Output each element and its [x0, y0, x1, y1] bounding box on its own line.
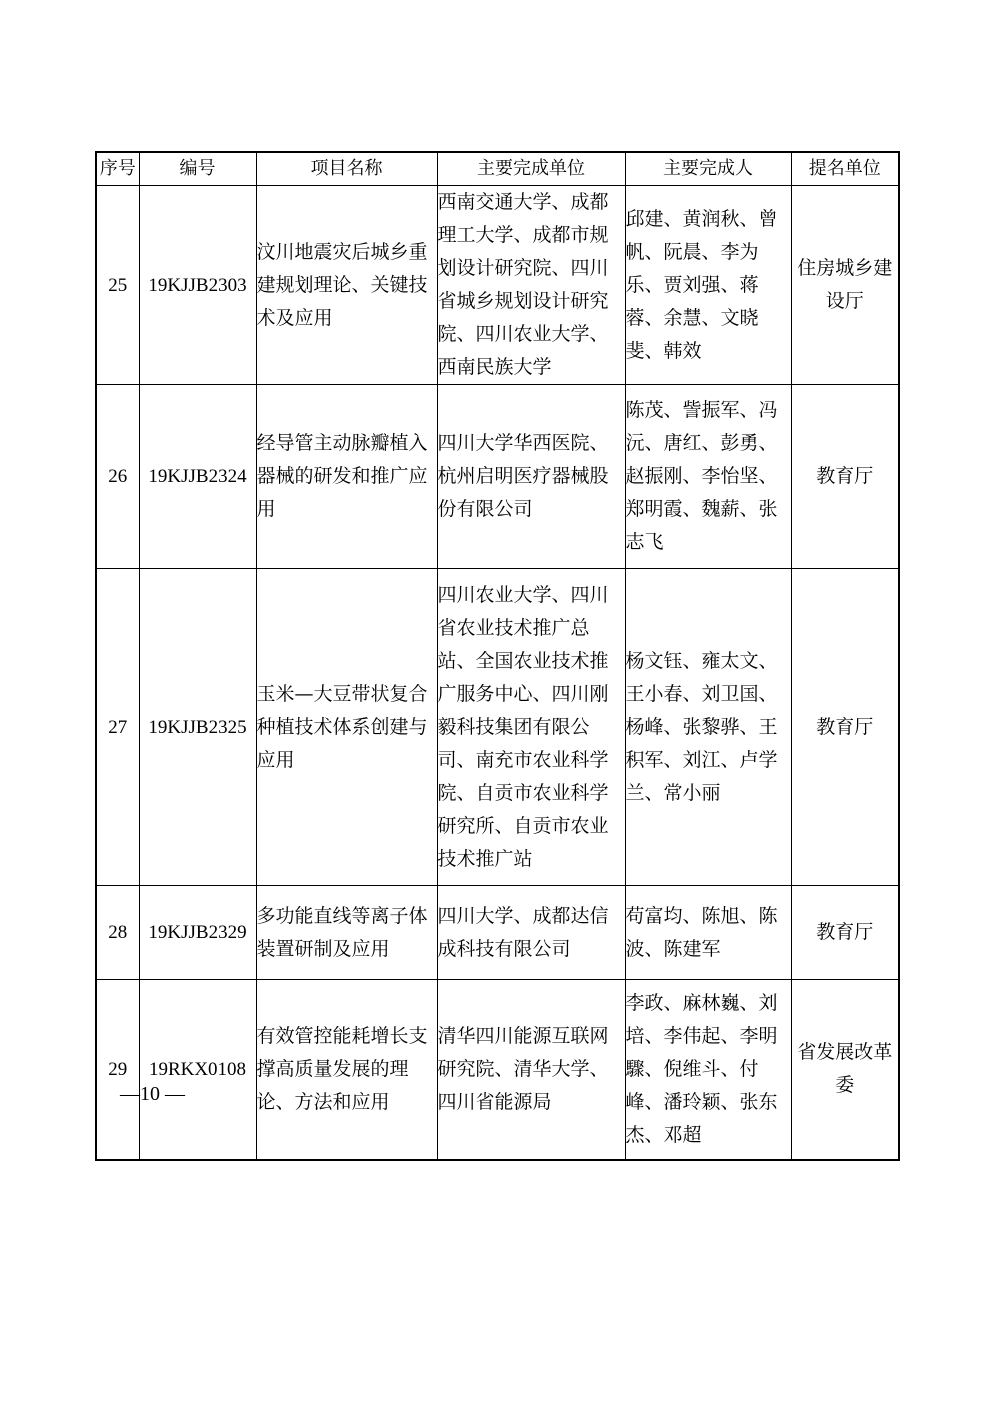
- row-main-people: 邱建、黄润秋、曾帆、阮晨、李为乐、贾刘强、蒋蓉、余慧、文晓斐、韩效: [625, 186, 791, 385]
- row-serial: 27: [96, 569, 139, 886]
- row-main-people: 李政、麻林巍、刘培、李伟起、李明驟、倪维斗、付峰、潘玲颖、张东杰、邓超: [625, 980, 791, 1160]
- row-main-people: 陈茂、訾振军、冯沅、唐红、彭勇、赵振刚、李怡坚、郑明霞、魏薪、张志飞: [625, 385, 791, 569]
- row-nominator: 住房城乡建设厅: [791, 186, 899, 385]
- table-row: [96, 980, 899, 1160]
- row-code: 19RKX0108: [139, 980, 256, 1160]
- row-serial: 29: [96, 980, 139, 1160]
- row-serial: 28: [96, 886, 139, 980]
- row-project-name: 汶川地震灾后城乡重建规划理论、关键技术及应用: [256, 186, 437, 385]
- header-main-people: 主要完成人: [625, 152, 791, 186]
- row-main-people: 杨文钰、雍太文、王小春、刘卫国、杨峰、张黎骅、王积军、刘江、卢学兰、常小丽: [625, 569, 791, 886]
- row-serial: 25: [96, 186, 139, 385]
- row-project-name: 有效管控能耗增长支撑高质量发展的理论、方法和应用: [256, 980, 437, 1160]
- row-main-units: 西南交通大学、成都理工大学、成都市规划设计研究院、四川省城乡规划设计研究院、四川农业大学、西南民族大学: [437, 186, 625, 385]
- table-row: [96, 385, 899, 569]
- row-code: 19KJJB2303: [139, 186, 256, 385]
- awards-table: [95, 151, 900, 1161]
- row-main-units: 四川大学、成都达信成科技有限公司: [437, 886, 625, 980]
- row-code: 19KJJB2329: [139, 886, 256, 980]
- header-row: [96, 152, 899, 186]
- row-main-units: 四川大学华西医院、杭州启明医疗器械股份有限公司: [437, 385, 625, 569]
- row-serial: 26: [96, 385, 139, 569]
- row-nominator: 教育厅: [791, 385, 899, 569]
- row-nominator: 教育厅: [791, 886, 899, 980]
- header-code: 编号: [139, 152, 256, 186]
- row-code: 19KJJB2324: [139, 385, 256, 569]
- row-project-name: 玉米—大豆带状复合种植技术体系创建与应用: [256, 569, 437, 886]
- page-number: —10 —: [120, 1083, 185, 1105]
- row-nominator: 教育厅: [791, 569, 899, 886]
- row-main-units: 四川农业大学、四川省农业技术推广总站、全国农业技术推广服务中心、四川刚毅科技集团有限公司、南充市农业科学院、自贡市农业科学研究所、自贡市农业技术推广站: [437, 569, 625, 886]
- row-main-units: 清华四川能源互联网研究院、清华大学、四川省能源局: [437, 980, 625, 1160]
- table-row: [96, 569, 899, 886]
- row-nominator: 省发展改革委: [791, 980, 899, 1160]
- header-main-units: 主要完成单位: [437, 152, 625, 186]
- row-project-name: 多功能直线等离子体装置研制及应用: [256, 886, 437, 980]
- row-code: 19KJJB2325: [139, 569, 256, 886]
- row-main-people: 苟富均、陈旭、陈波、陈建军: [625, 886, 791, 980]
- header-serial: 序号: [96, 152, 139, 186]
- header-project-name: 项目名称: [256, 152, 437, 186]
- header-nominator: 提名单位: [791, 152, 899, 186]
- table-row: [96, 886, 899, 980]
- row-project-name: 经导管主动脉瓣植入器械的研发和推广应用: [256, 385, 437, 569]
- table-row: [96, 186, 899, 385]
